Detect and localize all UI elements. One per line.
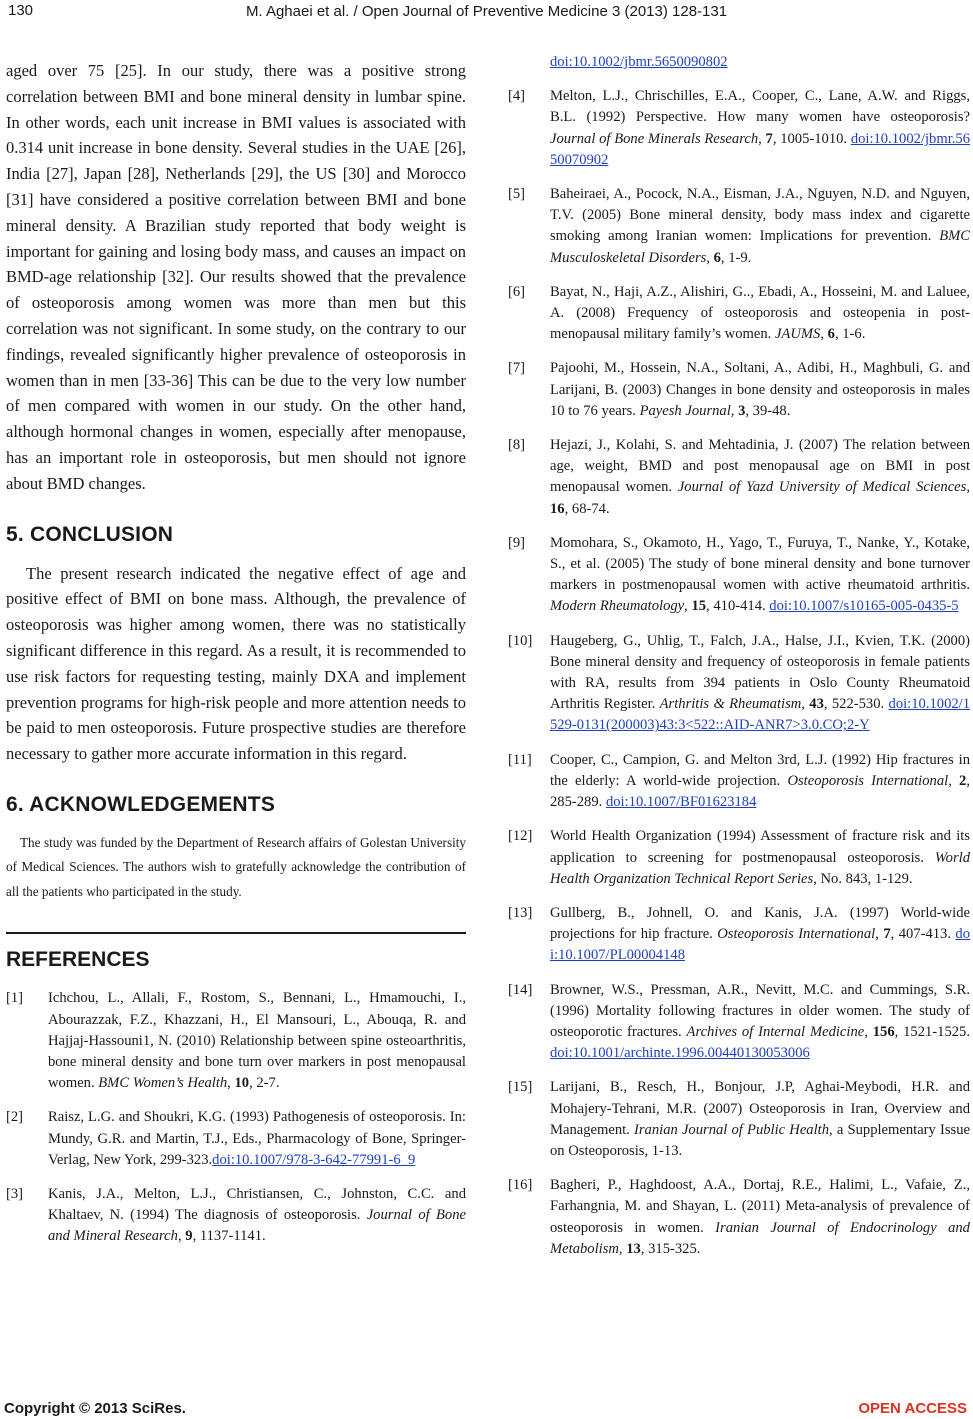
reference-item	[508, 750, 970, 814]
reference-number: [12]	[508, 828, 533, 845]
reference-text: Haugeberg, G., Uhlig, T., Falch, J.A., Halse, J.I., Kvien, T.K. (2000) Bone mineral density and frequency of osteoporosis in female patients with RA, results from 394 patients in Oslo County Rheumatoid Arthritis Register. Arthritis & Rheumatism, 43, 522-530. doi:10.1002/1529-0131(200003)43:3<522::AID-ANR7>3.0.CO;2-Y	[550, 632, 971, 734]
reference-volume: 16	[550, 500, 565, 517]
reference-item	[508, 184, 970, 269]
reference-doi-link[interactable]: doi:10.1007/PL00004148	[550, 926, 971, 964]
reference-item	[508, 533, 970, 618]
reference-journal: Iranian Journal of Endocrinology and Metabolism	[550, 1219, 970, 1257]
reference-journal: World Health Organization Technical Report Series	[550, 849, 970, 887]
reference-item	[508, 1077, 970, 1162]
reference-journal: Archives of Internal Medicine	[686, 1023, 865, 1040]
reference-volume: 6	[827, 326, 835, 343]
reference-volume: 3	[738, 402, 746, 419]
reference-number: [10]	[508, 632, 533, 649]
reference-volume: 13	[626, 1240, 641, 1257]
reference-item	[508, 358, 970, 422]
reference-item	[508, 282, 970, 346]
reference-doi-link[interactable]: doi:10.1007/s10165-005-0435-5	[769, 598, 959, 615]
right-column	[508, 54, 971, 1273]
reference-journal: Osteoporosis International	[717, 926, 876, 943]
reference-volume: 7	[765, 130, 773, 147]
acknowledgements-heading: 6. ACKNOWLEDGEMENTS	[6, 792, 276, 816]
reference-journal: Osteoporosis International	[787, 772, 949, 789]
reference-journal: Iranian Journal of Public Health	[634, 1121, 830, 1138]
reference-journal: Journal of Yazd University of Medical Sciences	[677, 479, 967, 496]
reference-item	[6, 988, 466, 1094]
references-heading: REFERENCES	[6, 948, 150, 972]
reference-doi-link[interactable]: doi:10.1001/archinte.1996.00440130053006	[550, 1045, 810, 1062]
reference-volume: 15	[691, 598, 707, 615]
reference-text: World Health Organization (1994) Assessment of fracture risk and its application to screening for postmenopausal osteoporosis. World Health Organization Technical Report Series, No. 843, 1-129.	[550, 828, 970, 887]
reference-volume: 156	[872, 1023, 895, 1040]
reference-text: Melton, L.J., Chrischilles, E.A., Cooper, C., Lane, A.W. and Riggs, B.L. (1992) Perspective. How many women have osteoporosis? Journal of Bone Minerals Research, 7, 1005-1010. doi:10.1002/jbmr.5650070902	[550, 88, 970, 168]
reference-number: [9]	[508, 534, 526, 551]
reference-number: [2]	[6, 1109, 24, 1126]
reference-number: [15]	[508, 1079, 533, 1096]
reference-doi-link[interactable]: doi:10.1002/jbmr.5650070902	[550, 130, 970, 168]
reference-text: Gullberg, B., Johnell, O. and Kanis, J.A. (1997) World-wide projections for hip fracture. Osteoporosis International, 7, 407-413. doi:10.1007/PL00004148	[550, 904, 971, 964]
reference-item	[508, 1175, 970, 1260]
reference-volume: 10	[234, 1075, 250, 1092]
reference-text: Larijani, B., Resch, H., Bonjour, J.P, Aghai-Meybodi, H.R. and Mohajery-Tehrani, M.R. (2007) Osteoporosis in Iran, Overview and Management. Iranian Journal of Public Health, a Supplementary Issue on Osteoporosis, 1-13.	[550, 1079, 970, 1159]
left-column	[6, 58, 466, 1261]
reference-item	[6, 1184, 466, 1248]
body-paragraph: aged over 75 [25]. In our study, there was a positive strong correlation between BMI and bone mineral density in lumbar spine. In other words, each unit increase in BMI values is associated with 0.314 unit increase in bone density. Several studies in the UAE [26], India [27], Japan [28], Netherlands [29], the US [30] and Morocco [31] have considered a positive correlation between BMI and bone mineral density. A Brazilian study reported that body weight is important for gaining and losing body mass, and causes an impact on BMD-age relationship [32]. Our results showed that the prevalence of osteoporosis among women was more than men but this correlation was not significant. In some study, on the contrary to our findings, revealed significantly higher prevalence of osteoporosis in women than in men [33-36] This can be due to the very low number of men compared with women in our study. On the other hand, although hormonal changes in women, especially after menopause, has an important role in osteoporosis, but men should not ignore about BMD changes.	[6, 61, 466, 493]
reference-number: [11]	[508, 751, 532, 768]
reference-number: [4]	[508, 88, 526, 105]
reference-journal: Modern Rheumatology	[550, 598, 685, 615]
reference-item	[6, 1107, 466, 1171]
reference-journal: Payesh Journal	[639, 402, 731, 419]
reference-text: Momohara, S., Okamoto, H., Yago, T., Furuya, T., Nanke, Y., Kotake, S., et al. (2005) The study of bone mineral density and bone turnover markers in postmenopausal women with active rheumatoid arthritis. Modern Rheumatology, 15, 410-414. doi:10.1007/s10165-005-0435-5	[550, 534, 970, 615]
reference-number: [3]	[6, 1186, 24, 1203]
reference-text: Kanis, J.A., Melton, L.J., Christiansen, C., Johnston, C.C. and Khaltaev, N. (1994) The diagnosis of osteoporosis. Journal of Bone and Mineral Research, 9, 1137-1141.	[48, 1186, 466, 1245]
reference-number: [1]	[6, 990, 24, 1007]
open-access-badge: OPEN ACCESS	[858, 1400, 967, 1417]
reference-text: Bagheri, P., Haghdoost, A.A., Dortaj, R.E., Halimi, L., Vafaie, Z., Farhangnia, M. and Shayan, L. (2011) Meta-analysis of prevalence of osteoporosis in women. Iranian Journal of Endocrinology and Metabolism, 13, 315-325.	[550, 1177, 970, 1257]
reference-item	[508, 631, 970, 737]
reference-volume: 6	[713, 249, 721, 266]
reference-number: [7]	[508, 360, 526, 377]
reference-text: Ichchou, L., Allali, F., Rostom, S., Bennani, L., Hmamouchi, I., Abourazzak, F.Z., Khazzani, H., El Mansouri, L., Abouqa, R. and Hajjaj-Hassouni1, N. (2010) Relationship between spine osteoarthritis, bone mineral density and bone turn over markers in post menopausal women. BMC Women’s Health, 10, 2-7.	[48, 990, 466, 1092]
reference-journal: Journal of Bone Minerals Research	[550, 130, 759, 147]
reference-text: Cooper, C., Campion, G. and Melton 3rd, L.J. (1992) Hip fractures in the elderly: A world-wide projection. Osteoporosis International, 2, 285-289. doi:10.1007/BF01623184	[550, 751, 970, 811]
reference-doi-link[interactable]: doi:10.1007/BF01623184	[605, 794, 757, 811]
continued-doi-link[interactable]: doi:10.1002/jbmr.5650090802	[550, 54, 728, 70]
references-list-left	[6, 988, 466, 1247]
section-divider	[6, 932, 466, 934]
reference-item	[508, 980, 970, 1065]
reference-item	[508, 86, 970, 171]
reference-number: [6]	[508, 283, 526, 300]
reference-volume: 2	[959, 772, 967, 789]
reference-journal: JAUMS	[774, 326, 821, 343]
conclusion-heading: 5. CONCLUSION	[6, 522, 174, 546]
reference-item	[508, 826, 970, 890]
reference-item	[508, 903, 970, 967]
reference-volume: 43	[809, 696, 824, 713]
reference-number: [5]	[508, 186, 526, 203]
conclusion-paragraph: The present research indicated the negative effect of age and positive effect of BMI on bone mass. Although, the prevalence of osteoporosis was higher among women, there was no statistically significant difference in this regard. As a result, it is recommended to use risk factors for requesting testing, mainly DXA and implement prevention programs for high-risk people and more attention needs to be paid to men osteoporosis. Future prospective studies are therefore necessary to gather more accurate information in this regard.	[6, 563, 466, 764]
running-head: M. Aghaei et al. / Open Journal of Preventive Medicine 3 (2013) 128-131	[245, 3, 728, 20]
reference-text: Baheiraei, A., Pocock, N.A., Eisman, J.A., Nguyen, N.D. and Nguyen, T.V. (2005) Bone mineral density, body mass index and cigarette smoking among Iranian women: Implications for prevention. BMC Musculoskeletal Disorders, 6, 1-9.	[550, 186, 970, 266]
reference-journal: Arthritis & Rheumatism	[659, 696, 802, 713]
reference-text: Raisz, L.G. and Shoukri, K.G. (1993) Pathogenesis of osteoporosis. In: Mundy, G.R. and Martin, T.J., Eds., Pharmacology of Bone, Springer-Verlag, New York, 299-323.doi:10.1007/978-3-642-77991-6_9	[48, 1109, 466, 1168]
reference-number: [8]	[508, 437, 526, 454]
reference-number: [13]	[508, 904, 533, 921]
reference-journal: BMC Musculoskeletal Disorders	[550, 228, 970, 266]
reference-doi-link[interactable]: doi:10.1007/978-3-642-77991-6_9	[212, 1151, 416, 1168]
reference-item	[508, 435, 970, 520]
reference-text: Browner, W.S., Pressman, A.R., Nevitt, M.C. and Cummings, S.R. (1996) Mortality following fractures in older women. The study of osteoporotic fractures. Archives of Internal Medicine, 156, 1521-1525. doi:10.1001/archinte.1996.00440130053006	[550, 981, 970, 1062]
reference-journal: Journal of Bone and Mineral Research	[48, 1207, 466, 1245]
reference-journal: BMC Women’s Health	[98, 1075, 228, 1092]
reference-volume: 9	[185, 1228, 193, 1245]
reference-volume: 7	[883, 926, 891, 943]
reference-doi-link[interactable]: doi:10.1002/1529-0131(200003)43:3<522::AID-ANR7>3.0.CO;2-Y	[550, 696, 971, 734]
reference-number: [16]	[508, 1177, 533, 1194]
references-list-right	[508, 86, 970, 1260]
reference-number: [14]	[508, 981, 533, 998]
page-number: 130	[8, 2, 34, 19]
reference-text: Pajoohi, M., Hossein, N.A., Soltani, A., Adibi, H., Maghbuli, G. and Larijani, B. (2003) Changes in bone density and osteoporosis in males 10 to 76 years. Payesh Journal, 3, 39-48.	[550, 360, 970, 419]
copyright-footer: Copyright © 2013 SciRes.	[4, 1400, 186, 1417]
acknowledgements-paragraph: The study was funded by the Department of Research affairs of Golestan University of Medical Sciences. The authors wish to gratefully acknowledge the contribution of all the patients who participated in the study.	[6, 834, 466, 899]
reference-text: Bayat, N., Haji, A.Z., Alishiri, G.., Ebadi, A., Hosseini, M. and Laluee, A. (2008) Frequency of osteoporosis and osteopenia in post-menopausal military family’s women. JAUMS, 6, 1-6.	[550, 283, 970, 343]
reference-text: Hejazi, J., Kolahi, S. and Mehtadinia, J. (2007) The relation between age, weight, BMD and post menopausal age on BMI in post menopausal women. Journal of Yazd University of Medical Sciences, 16, 68-74.	[550, 437, 970, 517]
